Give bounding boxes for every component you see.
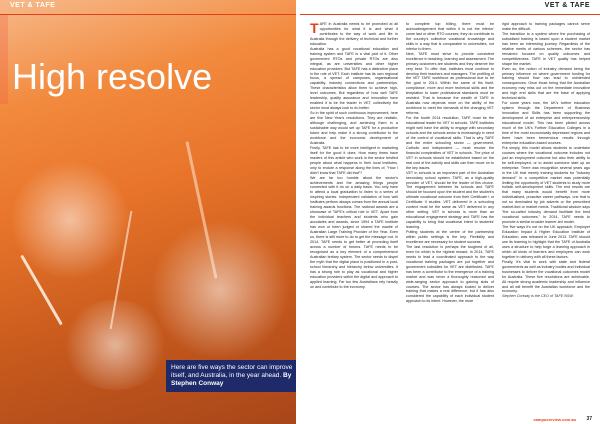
paragraph: Australia has a good vocational education and training system and TAFE is a vital part of it. Other government RTOs and private RTOs are also integral, as are universities and other higher education providers. But TAFE has a distinctive place in the role of VET. Each institute has its own regional focus, a spread of campuses, organisational capability, industry connections and partnerships. These characteristics allow them to achieve high-level outcomes. But regardless of how well TAFE leadership, quality assurance and innovation have enabled it to be the leader in VET, collectively the sector must always look to do better. xyxy=(310,46,398,111)
paragraph: Finally, it's vital to work with state and federal governments as well as industry bodies and individual businesses to deliver the vocational outcomes model for Australia. These five resolutions are achievable. All require strong academic leadership and influence and all will benefit the Australian workforce and the economy. xyxy=(502,259,590,294)
paragraph: The last resolution is perhaps the toughest of all, even for which is the highest reward. In 2014, TAFE needs to lead a coordinated approach to the way vocational training packages are put together and government subsidies for VET are distributed. TAFE has been a contributor to the emergence of a training market and was never a thoroughly reasoned and wide-ranging sector approach to gaining slots of courses. The sector has always looked to deliver training that makes a real difference, but it has also considered the capability of each individual student approach to its intent. However, the more xyxy=(406,244,494,304)
byline: By Stephen Conway xyxy=(171,372,292,387)
paragraph: rigid approach to training packages cannot serve make the difficult. xyxy=(502,22,590,31)
page-footer xyxy=(300,412,600,424)
paragraph: Next, TAFE must strive to provide consistent excellence in teaching, learning and assessment. The primary customers are students and they deserve the very best. To offer that, institutes must continue to develop their teachers and managers. The profiling of the VET TAFE workforce as professional due to be the goal in 2014. Within the same of ths itself, compliance, more and more technical skills and the temptation to lower professional standards must be resisted. That is because the wealth of TAFE in Australia now depends more on the ability of the workforce to meet the demands of the changing VET reforms. xyxy=(406,51,494,116)
paragraph: Putting students at the centre of the partnership within public settings is the key. Flexibility and excellence are necessary for student success. xyxy=(406,230,494,244)
paragraph: VET in schools is an important part of the Australian secondary school system. TAFE, as a high-quality provider of VET, should be the leader of this choice. The engagement between its schools and TAFE should be focused upon the student and the student's ultimate vocational outcome from their Certificate I or Certificate II studies. VET delivered in a schooling context must be the same as VET delivered in any other setting. VET in schools is more than an educational engagement strategy and TAFE has the capability to bring that vocational intent to students' learning. xyxy=(406,170,494,230)
photo-highlight xyxy=(150,220,290,360)
author-note: Stephen Conway is the CEO of TAFE NSW. xyxy=(502,294,574,299)
article-body xyxy=(310,22,592,404)
paragraph: Even so, the notion of industry demand being the primary influence on where government funding for training should flow can lead to unintended consequences. Once those being that the Australian economy may miss out on the immediate innovative and high end skills that are the base of applying technical skills. xyxy=(502,66,590,101)
article-column-2 xyxy=(406,22,494,404)
page-number: 37 xyxy=(586,416,592,422)
standfirst-text: Here are five ways the sector can improve itself, and Australia, in the year ahead. xyxy=(171,364,293,379)
standfirst-caption xyxy=(166,360,296,392)
paragraph: Put simply, this model allows students to undertake courses where the vocational outcome includes not just an employment outcome but also their ability to be self-employed, or to assist someone start up an enterprise. There was recognition several years ago in the UK that merely training students for "industry demand" in a competitive market was potentially limiting the opportunity of VET students to study more holistic self-development skills. The end results are that many students would benefit from more individualised, proactive career pathways, one that is not so dominated by job adverts or the prescribed market-tied or market needs. Traditional wisdom says "the so-called industry demand facilitate the best vocational outcomes." In 2014, TAFE needs to promote a similar broader learner-led model. xyxy=(502,145,590,225)
photo-highlight xyxy=(60,300,170,390)
photo-highlight xyxy=(10,160,130,280)
paragraph: The five ways it's not on the UK approach, Employer Education Impact & Higher Education Institute of Education, was released in June 2013. TAFE should use its learning to highlight that the TAFE of Australia uses a structure to help forge a learning approach in which all kinds of learners and employers can work together in delivery with all these factors. xyxy=(502,225,590,259)
paragraph: Firstly, TAFE has to be more intelligent in marketing itself for the good it does. How many times have readers of this article who work in the sector bristled people about what happens in their local institutes, only to endure a response along the lines of, "How I didn't know that TAFE did that"? xyxy=(310,145,398,175)
paragraph: For some years now, the UK's further education system through the Department of Business Innovation and Skills has been supporting the development of an enterprise and entrepreneurship educational model. This has been piloted across much of the UK's Further Education Colleges in a time of the most economically depressed regions and there have been tremendous results through enterprise education-based courses. xyxy=(502,101,590,145)
paragraph: The transition to a system where the purchasing of subsidised training is based upon a student market has been an interesting journey. Regardless of the relative merits of various schemes, the sector has remained focused on quality outcomes and competitiveness. TAFE in VET quality has helped shape the market. xyxy=(502,31,590,66)
section-tag: VET & TAFE xyxy=(544,2,590,9)
paragraph: For the fourth 2014 resolution, TAFE must be the educational leader for VET in schools. TAFE institutes might well have the ability to engage with secondary schools and the schools sector is increasingly in need of the control of vocational skills. That is why TAFE and the entire schooling sector — government, Catholic and independent — must resolve the financial complexities of VET in schools. The price of VET in schools should be established based on the real cost of the activity and skills can then move on to the key issues. xyxy=(406,116,494,170)
section-tag: VET & TAFE xyxy=(10,2,56,9)
article-column-3 xyxy=(502,22,590,404)
section-header xyxy=(0,0,296,15)
right-page xyxy=(300,0,600,424)
left-page-photo xyxy=(0,0,296,424)
paragraph: to complete top billing, there must be acknowledgement that within it is not the inferior' come last or other RTO courses; they do contribute to the country's collective vocational knowledge and skills in a way that is comparable to universities, not inferior to them. xyxy=(406,22,494,51)
paragraph: So in the spirit of such continuous improvement, here are five New Year's resolutions. They are realistic, although challenging, and achieving them in a sustainable way would set up TAFE for a productive future and help make it a strong contributor to the workforce and the economic development of Australia. xyxy=(310,111,398,145)
paragraph: We are far too humble about the sector's achievements and the amazing things people connected with it do on a daily basis. You only have to attend a local graduation to listen to a series of inspiring stories. Independent validation of how well institutes perform always comes from the annual local training awards functions. The national awards are a showcase of TAFE's critical role in VET. Apart from the individual teachers and students who gain accolades and awards, since 1994 a TAFE institute has won or been judged or shared the mantle of Australian Large Training Provider of the Year. Even so, there is still more to do to get the message out. In 2014, TAFE needs to get better at promoting itself across a number of forums. TAFE needs to be recognised as a key element of a comprehensive Australian tertiary system. The sector needs to dispel the myth that the digital place is positioned in a post-school hierarchy and hierarchy below universities. It has a strong role to play as vocational and higher education providers within the digital and approach to applied learning. Far too few Australians rely heavily on and contribute to the economy. xyxy=(310,175,398,289)
drop-cap: T xyxy=(310,22,319,36)
headline: High resolve xyxy=(12,56,213,97)
footer-url: campusreview.com.au xyxy=(533,417,576,422)
article-column-1 xyxy=(310,22,398,404)
paragraph: TAFE in Australia needs to be promoted at all opportunities for what it is and what it contributes to the way of work and life in Australia through the delivery of technical and further education. xyxy=(310,22,398,46)
accent-bar xyxy=(0,14,8,104)
section-header xyxy=(300,0,600,15)
